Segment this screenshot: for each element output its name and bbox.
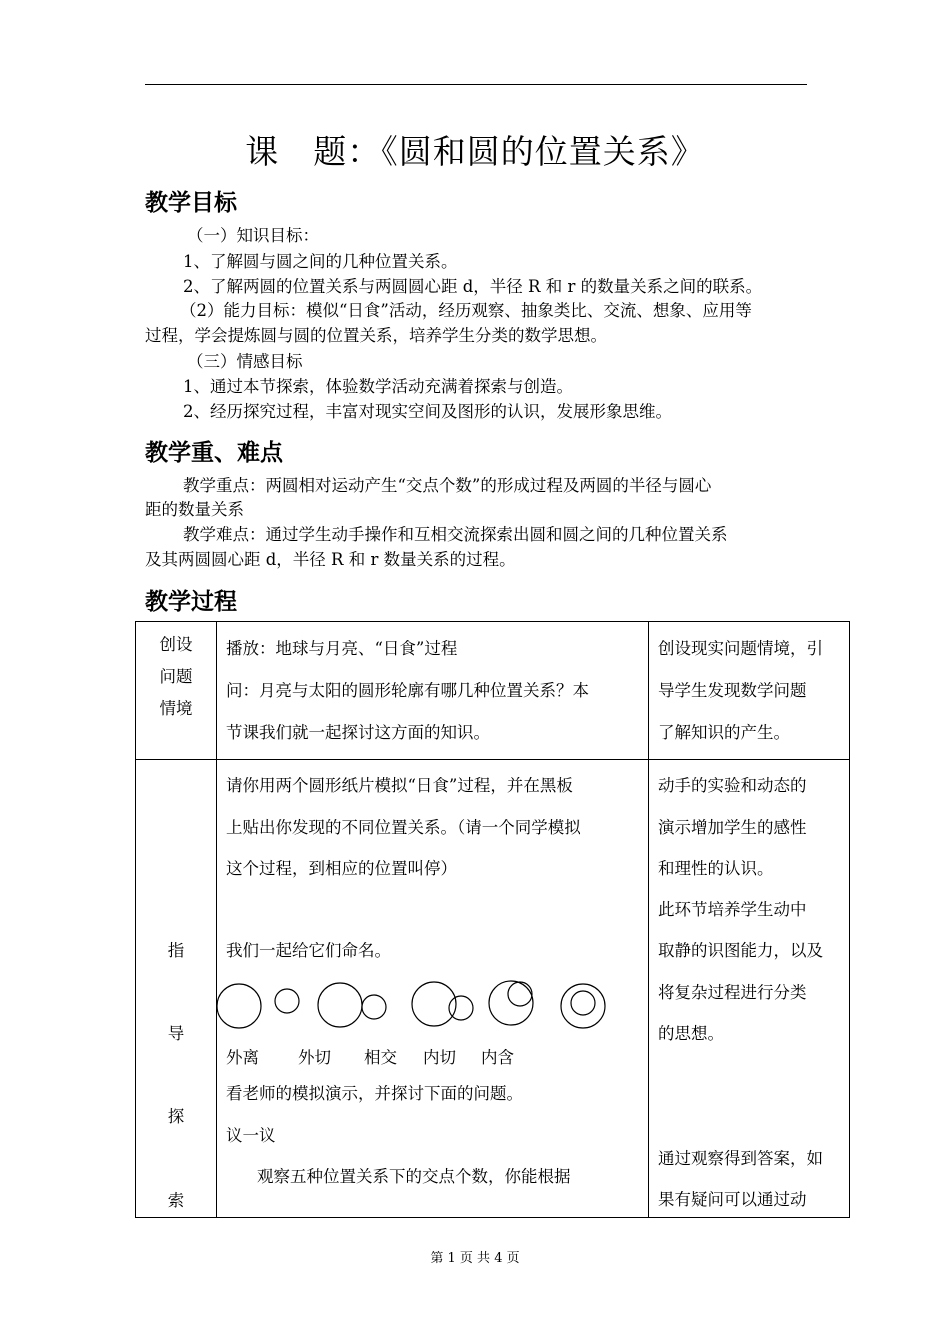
content-line: 请你用两个圆形纸片模拟“日食”过程，并在黑板 xyxy=(226,776,573,795)
note-line: 导学生发现数学问题 xyxy=(658,681,807,700)
page-footer: 第 1 页 共 4 页 xyxy=(430,1251,520,1266)
internal-tangent-small-circle xyxy=(508,982,532,1006)
external-tangent-small-circle xyxy=(362,995,386,1019)
stage-cell xyxy=(136,622,217,760)
goal-line: 过程，学会提炼圆与圆的位置关系，培养学生分类的数学思想。 xyxy=(145,326,607,345)
contained-small-circle xyxy=(571,991,595,1015)
external-tangent-large-circle xyxy=(318,983,362,1027)
note-line: 和理性的认识。 xyxy=(658,859,774,878)
goal-line: 2、经历探究过程，丰富对现实空间及图形的认识，发展形象思维。 xyxy=(183,402,672,421)
table-row xyxy=(136,760,850,1218)
content-cell xyxy=(217,760,649,1218)
key-line: 教学重点：两圆相对运动产生“交点个数”的形成过程及两圆的半径与圆心 xyxy=(183,476,712,495)
intersecting-small-circle xyxy=(449,996,473,1020)
note-line: 果有疑问可以通过动 xyxy=(658,1190,807,1209)
key-line: 及其两圆圆心距 d，半径 R 和 r 数量关系的过程。 xyxy=(145,550,516,569)
page-title: 课 题：《圆和圆的位置关系》 xyxy=(245,132,705,171)
note-line: 此环节培养学生动中 xyxy=(658,900,807,919)
note-line: 演示增加学生的感性 xyxy=(658,818,807,837)
relation-label: 内含 xyxy=(481,1048,514,1067)
stage-text: 问题 xyxy=(159,667,193,686)
content-line: 播放：地球与月亮、“日食”过程 xyxy=(226,639,458,658)
goal-line: （一）知识目标： xyxy=(187,226,319,245)
content-line: 这个过程，到相应的位置叫停） xyxy=(226,859,457,878)
table-row xyxy=(136,622,850,760)
circle-relations-figure xyxy=(217,974,648,1036)
content-line: 上贴出你发现的不同位置关系。（请一个同学模拟 xyxy=(226,818,581,837)
stage-cell xyxy=(136,760,217,1218)
goal-line: 2、了解两圆的位置关系与两圆圆心距 d，半径 R 和 r 的数量关系之间的联系。 xyxy=(183,277,763,296)
note-cell xyxy=(649,760,850,1218)
stage-text: 创设 xyxy=(159,635,193,654)
relation-label: 外离 xyxy=(226,1048,259,1067)
key-line: 教学难点：通过学生动手操作和互相交流探索出圆和圆之间的几种位置关系 xyxy=(183,525,728,544)
stage-text: 情境 xyxy=(159,699,193,718)
header-rule xyxy=(145,84,807,85)
content-line: 看老师的模拟演示，并探讨下面的问题。 xyxy=(226,1084,523,1103)
note-line: 的思想。 xyxy=(658,1024,724,1043)
content-line: 观察五种位置关系下的交点个数，你能根据 xyxy=(257,1167,571,1186)
relation-label: 相交 xyxy=(364,1048,397,1067)
stage-text: 指 xyxy=(167,941,185,960)
note-line: 将复杂过程进行分类 xyxy=(658,983,807,1002)
process-table xyxy=(135,621,850,1218)
stage-text: 索 xyxy=(167,1191,185,1210)
goals-heading: 教学目标 xyxy=(145,190,237,216)
note-line: 通过观察得到答案，如 xyxy=(658,1149,823,1168)
key-line: 距的数量关系 xyxy=(145,500,244,519)
goal-line: 1、了解圆与圆之间的几种位置关系。 xyxy=(183,252,458,271)
process-heading: 教学过程 xyxy=(145,589,237,615)
note-line: 取静的识图能力，以及 xyxy=(658,941,823,960)
stage-text: 导 xyxy=(167,1024,185,1043)
internal-tangent-large-circle xyxy=(489,981,533,1025)
relation-label: 内切 xyxy=(423,1048,456,1067)
goal-line: 1、通过本节探索，体验数学活动充满着探索与创造。 xyxy=(183,377,573,396)
note-line: 动手的实验和动态的 xyxy=(658,776,807,795)
naming-line: 我们一起给它们命名。 xyxy=(226,941,391,960)
note-line: 创设现实问题情境，引 xyxy=(658,639,823,658)
key-heading: 教学重、难点 xyxy=(145,440,283,466)
note-cell xyxy=(649,622,850,760)
content-line: 问：月亮与太阳的圆形轮廓有哪几种位置关系？本 xyxy=(226,681,589,700)
note-line: 了解知识的产生。 xyxy=(658,723,790,742)
content-line: 议一议 xyxy=(226,1126,276,1145)
goal-line: （三）情感目标 xyxy=(187,352,303,371)
goal-line: （2）能力目标：模似“日食”活动，经历观察、抽象类比、交流、想象、应用等 xyxy=(180,301,752,320)
content-line: 节课我们就一起探讨这方面的知识。 xyxy=(226,723,490,742)
outer-separate-large-circle xyxy=(217,984,261,1028)
stage-text: 探 xyxy=(167,1107,185,1126)
content-cell xyxy=(217,622,649,760)
outer-separate-small-circle xyxy=(275,989,299,1013)
relation-label: 外切 xyxy=(298,1048,331,1067)
